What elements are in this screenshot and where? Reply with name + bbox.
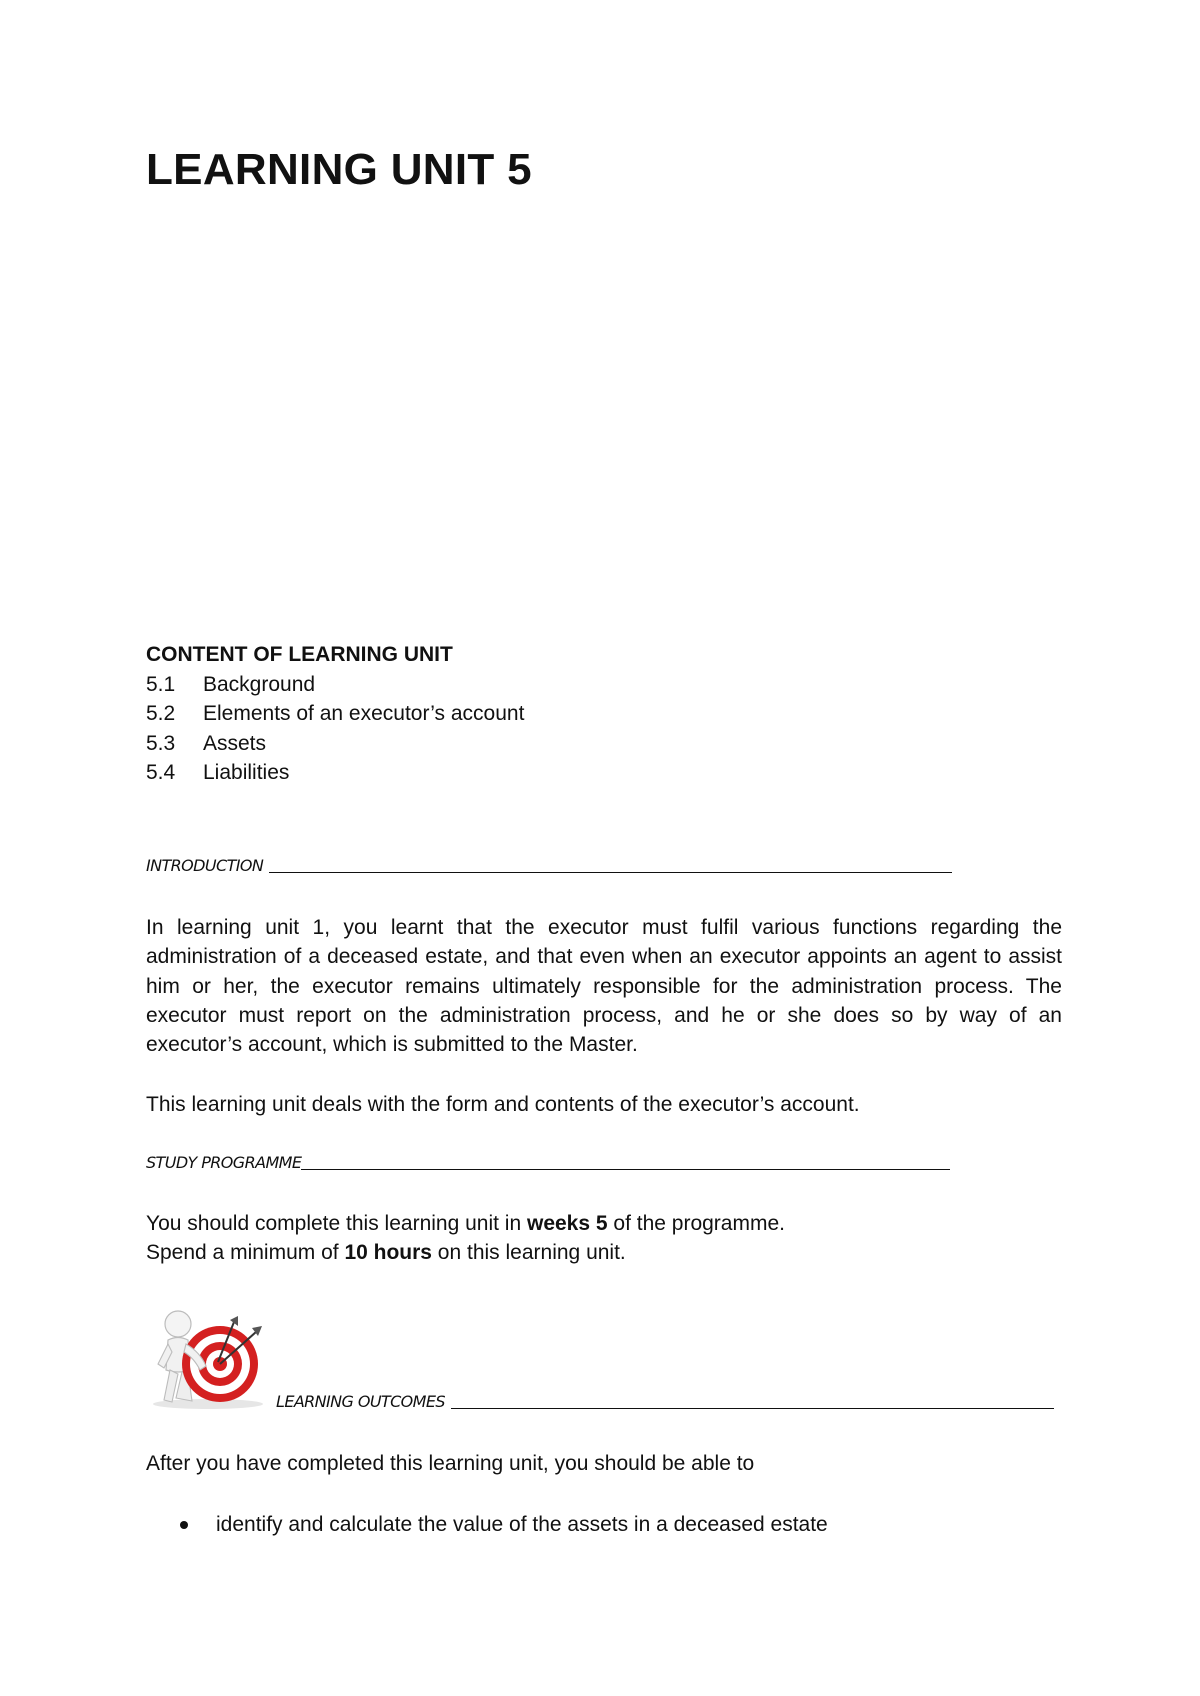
content-item-label: Background — [203, 672, 316, 696]
study-hours-value: 10 hours — [344, 1241, 432, 1264]
study-weeks-value: weeks 5 — [526, 1212, 608, 1235]
study-programme-heading — [146, 1153, 950, 1172]
content-item — [146, 699, 524, 729]
content-item-label: Elements of an executor’s account — [203, 702, 525, 725]
content-item — [146, 670, 524, 700]
content-item-number: 5.3 — [146, 731, 176, 755]
study-hours-suffix: on this learning unit. — [431, 1241, 626, 1264]
introduction-heading — [146, 856, 952, 875]
outcome-list-item — [180, 1513, 828, 1537]
content-item-number: 5.2 — [146, 702, 176, 725]
study-hours-prefix: Spend a minimum of — [146, 1241, 345, 1264]
content-item-number: 5.4 — [146, 761, 176, 784]
introduction-paragraph-2: This learning unit deals with the form and contents of the executor’s account. — [146, 1093, 860, 1116]
study-weeks-prefix: You should complete this learning unit in — [146, 1212, 527, 1235]
content-item-label: Liabilities — [203, 761, 290, 784]
learning-outcomes-intro: After you have completed this learning unit, you should be able to — [146, 1452, 755, 1475]
content-item-number: 5.1 — [146, 672, 176, 696]
study-weeks-line — [146, 1212, 785, 1236]
heading-rule — [451, 1408, 1054, 1409]
learning-outcomes-heading-label: LEARNING OUTCOMES — [276, 1392, 445, 1411]
content-heading: CONTENT OF LEARNING UNIT — [146, 643, 453, 666]
study-programme-heading-label: STUDY PROGRAMME — [146, 1153, 302, 1172]
bullet-icon — [180, 1521, 188, 1529]
content-item — [146, 729, 524, 759]
outcome-text: identify and calculate the value of the assets in a deceased estate — [216, 1513, 828, 1536]
target-figure-icon — [148, 1308, 268, 1410]
learning-outcomes-heading — [276, 1392, 1054, 1411]
unit-title: LEARNING UNIT 5 — [146, 145, 532, 194]
heading-rule — [301, 1169, 950, 1170]
study-weeks-suffix: of the programme. — [607, 1212, 785, 1235]
content-item-label: Assets — [203, 731, 267, 755]
heading-rule — [269, 872, 952, 873]
introduction-paragraph: In learning unit 1, you learnt that the executor must fulfil various functions regarding the administration of a deceased estate, and that even when an executor appoints an agent to assist him or her, the executor remains ultimately responsible for the administration process. The executor must report on the administration process, and he or she does so by way of an executor’s account, which is submitted to the Master. — [146, 916, 1062, 1057]
content-item — [146, 758, 524, 788]
introduction-heading-label: INTRODUCTION — [146, 856, 264, 875]
content-list — [146, 640, 524, 788]
study-hours-line — [146, 1241, 626, 1265]
